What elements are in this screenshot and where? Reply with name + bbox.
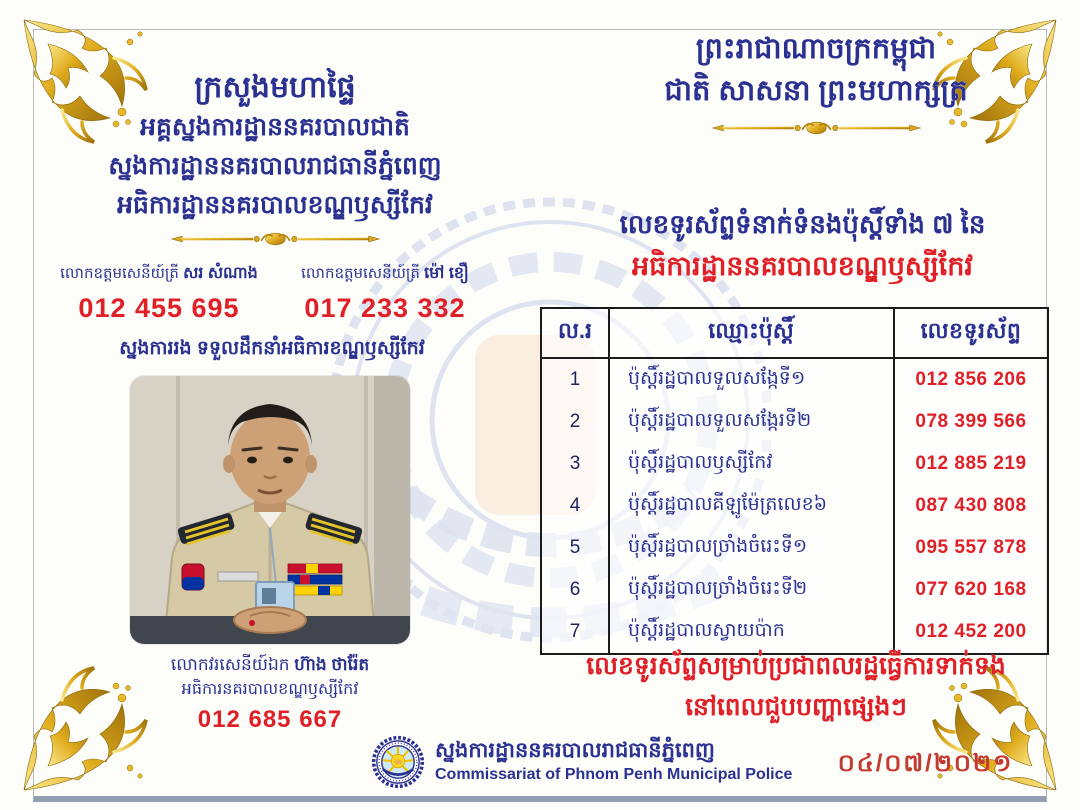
inspector-phone: 012 685 667 xyxy=(197,706,343,733)
kingdom-header xyxy=(598,28,1034,138)
ministry-line-3: ស្នងការដ្ឋាននគរបាលរាជធានីភ្នំពេញ xyxy=(108,152,442,180)
contact-officer-1 xyxy=(46,262,272,324)
inspector-caption xyxy=(95,652,445,734)
row-number: 7 xyxy=(541,611,609,654)
post-name: ប៉ុស្ដិ៍រដ្ឋបាលទួលសង្កែរទី២ xyxy=(609,401,894,443)
post-name: ប៉ុស្ដិ៍រដ្ឋបាលច្រាំងចំរេះទី១ xyxy=(609,527,894,569)
officer-2-name: ម៉ៅ ខឿ xyxy=(424,265,469,282)
col-header-phone: លេខទូរស័ព្ទ xyxy=(894,308,1048,358)
post-phone: 077 620 168 xyxy=(894,569,1048,611)
divider-ornament-icon xyxy=(168,229,383,249)
officer-portrait-illustration xyxy=(130,376,410,644)
table-title xyxy=(555,203,1050,287)
posts-table xyxy=(540,307,1049,655)
post-phone: 095 557 878 xyxy=(894,527,1048,569)
table-row xyxy=(541,485,1048,527)
col-header-post-name: ឈ្មោះប៉ុស្ដិ៍ xyxy=(609,308,894,358)
col-header-no: ល.រ xyxy=(541,308,609,358)
table-row xyxy=(541,443,1048,485)
officer-2-title-name xyxy=(272,262,498,286)
officer-2-title: លោកឧត្តមសេនីយ៍ត្រី xyxy=(301,265,420,282)
post-phone: 087 430 808 xyxy=(894,485,1048,527)
table-row xyxy=(541,569,1048,611)
deputy-contacts xyxy=(46,262,498,324)
post-name: ប៉ុស្ដិ៍រដ្ឋបាលគីឡូម៉ែត្រលេខ៦ xyxy=(609,485,894,527)
footer-org-english: Commissariat of Phnom Penh Municipal Police xyxy=(435,766,793,783)
poster-date: ០៤/០៧/២០២១ xyxy=(837,750,1014,777)
inspector-title: លោកវរសេនីយ៍ឯក xyxy=(170,655,290,674)
post-phone: 012 856 206 xyxy=(894,358,1048,401)
ministry-line-4: អធិការដ្ឋាននគរបាលខណ្ឌឫស្សីកែវ xyxy=(117,191,433,219)
ministry-line-2: អគ្គស្នងការដ្ឋាននគរបាលជាតិ xyxy=(140,113,410,141)
notice-line-1: លេខទូរស័ព្ទសម្រាប់ប្រជាពលរដ្ឋធ្វើការទាក់ទង xyxy=(586,652,1006,680)
phnom-penh-police-badge-icon xyxy=(371,735,425,789)
post-phone: 012 885 219 xyxy=(894,443,1048,485)
table-row xyxy=(541,527,1048,569)
divider-ornament-icon xyxy=(709,118,924,138)
inspector-title-name xyxy=(95,652,445,678)
row-number: 1 xyxy=(541,358,609,401)
ministry-header xyxy=(58,68,492,249)
inspector-name: ហ៊ាង ថារ៉ែត xyxy=(294,655,370,674)
public-notice xyxy=(545,646,1047,728)
row-number: 4 xyxy=(541,485,609,527)
kingdom-line-1: ព្រះរាជាណាចក្រកម្ពុជា xyxy=(695,33,937,65)
table-title-line-1: លេខទូរស័ព្ទទំនាក់ទំនងប៉ុស្ដិ៍ទាំង ៧ នៃ xyxy=(619,209,986,239)
post-phone: 078 399 566 xyxy=(894,401,1048,443)
post-phone: 012 452 200 xyxy=(894,611,1048,654)
row-number: 2 xyxy=(541,401,609,443)
post-name: ប៉ុស្ដិ៍រដ្ឋបាលច្រាំងចំរេះទី២ xyxy=(609,569,894,611)
inspector-role: អធិការនគរបាលខណ្ឌឫស្សីកែវ xyxy=(181,681,359,698)
officer-1-phone: 012 455 695 xyxy=(78,293,240,323)
officer-2-phone: 017 233 332 xyxy=(304,293,466,323)
officer-portrait-photo xyxy=(130,376,410,644)
row-number: 5 xyxy=(541,527,609,569)
post-name: ប៉ុស្ដិ៍រដ្ឋបាលឫស្សីកែវ xyxy=(609,443,894,485)
table-title-line-2: អធិការដ្ឋាននគរបាលខណ្ឌឫស្សីកែវ xyxy=(632,251,973,281)
footer-org-text xyxy=(435,738,792,786)
post-name: ប៉ុស្ដិ៍រដ្ឋបាលស្វាយប៉ាក xyxy=(609,611,894,654)
table-header-row xyxy=(541,308,1048,358)
post-name: ប៉ុស្ដិ៍រដ្ឋបាលទួលសង្កែទី១ xyxy=(609,358,894,401)
deputy-caption: ស្នងការរង ទទួលដឹកនាំអធិការខណ្ឌឫស្សីកែវ xyxy=(119,338,425,359)
officer-1-title-name xyxy=(46,262,272,286)
row-number: 6 xyxy=(541,569,609,611)
ministry-line-1: ក្រសួងមហាផ្ទៃ xyxy=(194,71,356,104)
notice-line-2: នៅពេលជួបបញ្ហាផ្សេងៗ xyxy=(685,693,907,721)
officer-1-title: លោកឧត្តមសេនីយ៍ត្រី xyxy=(60,265,179,282)
officer-1-name: សរ សំណាង xyxy=(183,265,258,282)
footer-org-khmer: ស្នងការដ្ឋាននគរបាលរាជធានីភ្នំពេញ xyxy=(435,739,715,762)
footer-organisation xyxy=(371,735,792,789)
contact-officer-2 xyxy=(272,262,498,324)
row-number: 3 xyxy=(541,443,609,485)
table-row xyxy=(541,401,1048,443)
table-row xyxy=(541,358,1048,401)
kingdom-line-2: ជាតិ សាសនា ព្រះមហាក្សត្រ xyxy=(664,75,968,107)
